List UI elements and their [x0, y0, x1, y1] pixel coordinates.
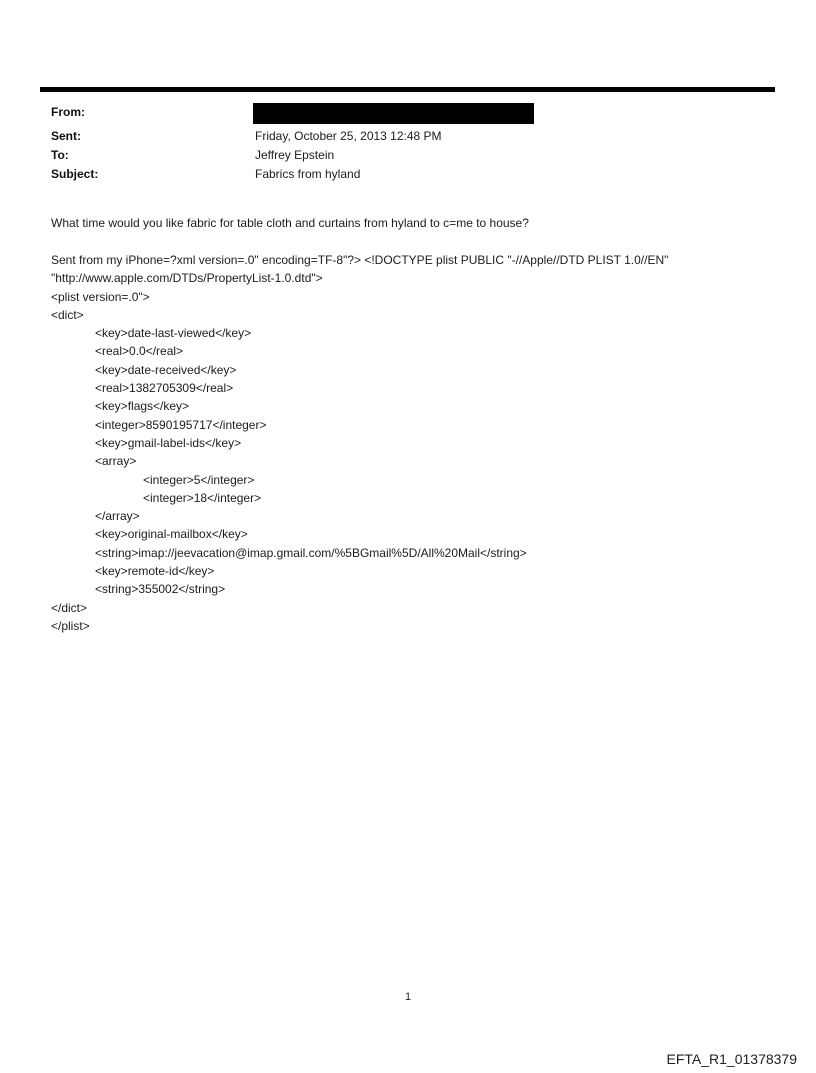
header-row-subject — [51, 165, 751, 184]
plist-line: <key>remote-id</key> — [95, 564, 215, 579]
subject-value: Fabrics from hyland — [255, 167, 361, 181]
plist-line: <real>0.0</real> — [95, 344, 184, 359]
plist-line: <string>imap://jeevacation@imap.gmail.com/%5BGmail%5D/All%20Mail</string> — [95, 545, 527, 560]
plist-line: <key>gmail-label-ids</key> — [95, 435, 242, 450]
plist-line: <dict> — [51, 307, 84, 322]
plist-line: <key>date-last-viewed</key> — [95, 326, 252, 341]
plist-line: <integer>5</integer> — [143, 472, 255, 487]
plist-line: </dict> — [51, 600, 88, 615]
plist-line: "http://www.apple.com/DTDs/PropertyList-1.0.dtd"> — [51, 271, 323, 286]
sent-value: Friday, October 25, 2013 12:48 PM — [255, 129, 442, 143]
header-divider-rule — [40, 87, 775, 92]
plist-line: <string>355002</string> — [95, 582, 226, 597]
header-row-sent — [51, 127, 751, 146]
header-row-to — [51, 146, 751, 165]
plist-line: <key>original-mailbox</key> — [95, 527, 248, 542]
subject-label: Subject: — [51, 167, 99, 181]
plist-line: Sent from my iPhone=?xml version=.0" encoding=TF-8"?> <!DOCTYPE plist PUBLIC "-//Apple//DTD PLIST 1.0//EN" — [51, 253, 669, 267]
page-number: 1 — [404, 991, 412, 1003]
plist-line: <integer>8590195717</integer> — [95, 417, 267, 432]
plist-line: <real>1382705309</real> — [95, 381, 234, 396]
header-row-from — [51, 103, 751, 127]
email-header-block — [51, 103, 751, 184]
from-label: From: — [51, 105, 85, 119]
plist-line: <integer>18</integer> — [143, 490, 262, 505]
redaction-bar — [253, 103, 534, 124]
email-body-question: What time would you like fabric for table cloth and curtains from hyland to c=me to house? — [51, 216, 529, 230]
plist-line: <array> — [95, 454, 137, 469]
sent-label: Sent: — [51, 129, 81, 143]
plist-line: </array> — [95, 509, 140, 524]
plist-line: <plist version=.0"> — [51, 289, 150, 304]
plist-line: <key>flags</key> — [95, 399, 190, 414]
to-value: Jeffrey Epstein — [255, 148, 335, 162]
plist-line: </plist> — [51, 618, 90, 633]
bates-number: EFTA_R1_01378379 — [666, 1051, 797, 1067]
plist-line: <key>date-received</key> — [95, 362, 237, 377]
plist-block — [51, 251, 791, 635]
to-label: To: — [51, 148, 69, 162]
